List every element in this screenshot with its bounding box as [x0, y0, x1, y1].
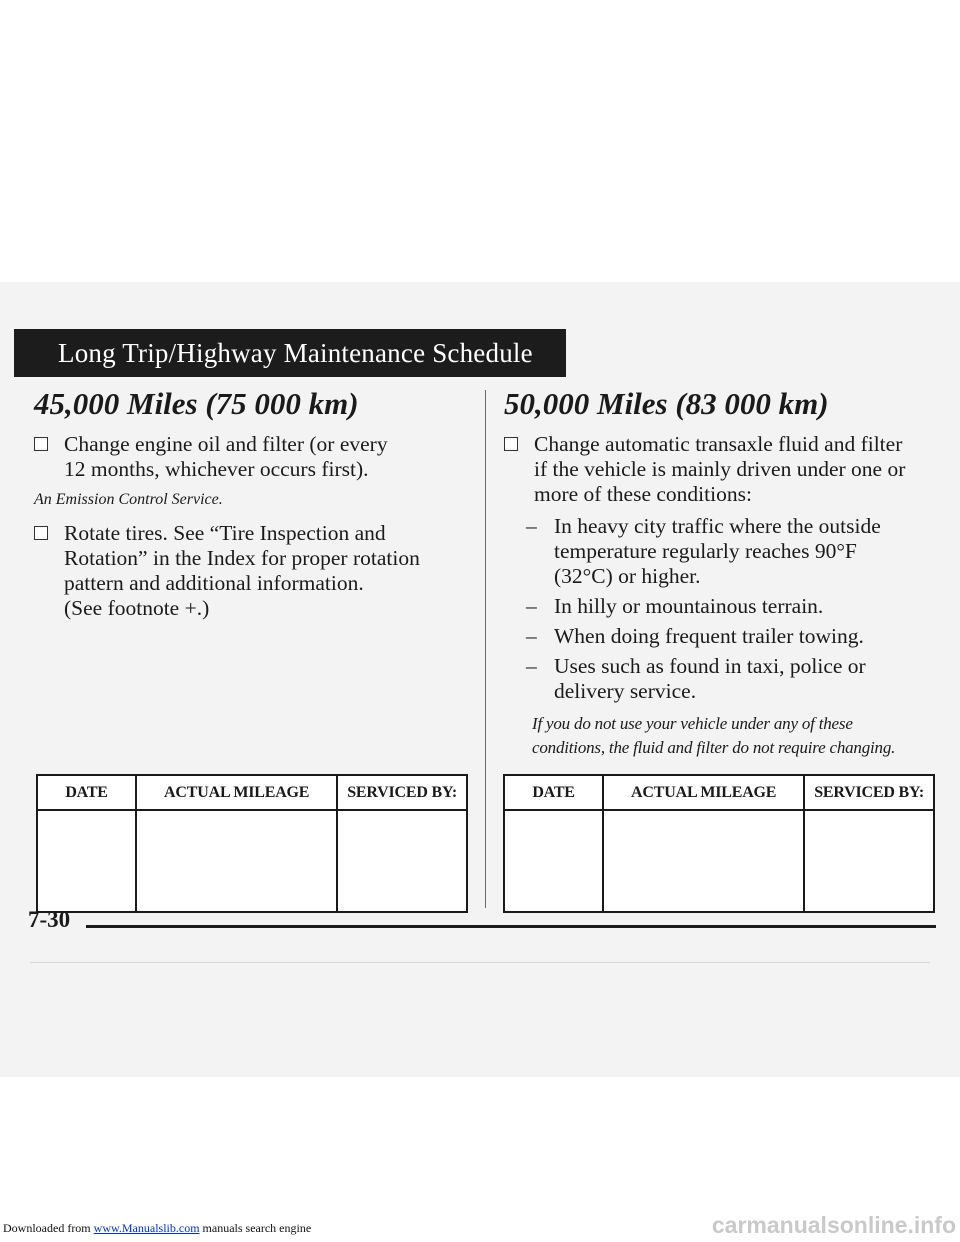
condition-line: temperature regularly reaches 90°F [554, 539, 857, 563]
faint-divider [30, 962, 930, 963]
download-prefix: Downloaded from [3, 1221, 94, 1235]
note-line: conditions, the fluid and filter do not require changing. [532, 738, 896, 757]
manualslib-link[interactable]: www.Manualslib.com [93, 1221, 200, 1235]
conditions-list [526, 514, 940, 704]
conditions-note [504, 712, 940, 760]
service-record-table-45000 [36, 774, 468, 913]
condition-line: delivery service. [554, 679, 697, 703]
mileage-cell[interactable] [136, 810, 337, 912]
item-line: if the vehicle is mainly driven under one or [534, 457, 906, 481]
table-row [37, 810, 467, 912]
column-header-serviced-by: SERVICED BY: [337, 775, 467, 810]
date-cell[interactable] [37, 810, 136, 912]
serviced-by-cell[interactable] [804, 810, 934, 912]
service-item-transaxle-fluid [504, 432, 940, 507]
checkbox-icon[interactable] [34, 437, 48, 451]
emission-control-note: An Emission Control Service. [34, 491, 223, 508]
item-line: pattern and additional information. [64, 571, 364, 595]
service-item-oil-change [34, 432, 474, 482]
mileage-cell[interactable] [603, 810, 804, 912]
condition-hilly-terrain [526, 594, 940, 619]
service-item-rotate-tires [34, 521, 474, 621]
condition-line: When doing frequent trailer towing. [554, 624, 864, 648]
column-header-date: DATE [37, 775, 136, 810]
table-header-row [37, 775, 467, 810]
section-heading-45000: 45,000 Miles (75 000 km) [34, 386, 359, 421]
column-divider [485, 390, 486, 908]
download-source-line [3, 1221, 311, 1236]
dash-bullet-icon: – [526, 654, 537, 678]
condition-trailer-towing [526, 624, 940, 649]
table-header-row [504, 775, 934, 810]
footer-rule [86, 925, 936, 928]
item-line: (See footnote +.) [64, 596, 210, 620]
site-watermark: carmanualsonline.info [711, 1212, 956, 1238]
column-header-date: DATE [504, 775, 603, 810]
service-checklist-50000 [504, 432, 940, 760]
condition-line: In heavy city traffic where the outside [554, 514, 881, 538]
column-header-actual-mileage: ACTUAL MILEAGE [603, 775, 804, 810]
item-line: Change engine oil and filter (or every [64, 432, 388, 456]
dash-bullet-icon: – [526, 594, 537, 618]
date-cell[interactable] [504, 810, 603, 912]
dash-bullet-icon: – [526, 514, 537, 538]
column-header-serviced-by: SERVICED BY: [804, 775, 934, 810]
checkbox-icon[interactable] [504, 437, 518, 451]
item-line: Change automatic transaxle fluid and filter [534, 432, 903, 456]
checkbox-icon[interactable] [34, 526, 48, 540]
condition-line: Uses such as found in taxi, police or [554, 654, 866, 678]
service-checklist-45000 [34, 432, 474, 621]
dash-bullet-icon: – [526, 624, 537, 648]
condition-line: (32°C) or higher. [554, 564, 701, 588]
service-record-table-50000 [503, 774, 935, 913]
item-line: Rotation” in the Index for proper rotation [64, 546, 420, 570]
note-line: If you do not use your vehicle under any of these [532, 714, 853, 733]
left-column-45000 [34, 384, 474, 621]
column-header-actual-mileage: ACTUAL MILEAGE [136, 775, 337, 810]
page-number: 7-30 [28, 907, 71, 932]
condition-line: In hilly or mountainous terrain. [554, 594, 824, 618]
section-heading-50000: 50,000 Miles (83 000 km) [504, 386, 829, 421]
download-suffix: manuals search engine [199, 1221, 312, 1235]
item-line: more of these conditions: [534, 482, 752, 506]
schedule-title: Long Trip/Highway Maintenance Schedule [58, 337, 533, 368]
right-column-50000 [504, 384, 940, 760]
schedule-header-bar [14, 329, 566, 377]
item-line: 12 months, whichever occurs first). [64, 457, 369, 481]
item-line: Rotate tires. See “Tire Inspection and [64, 521, 386, 545]
condition-heavy-traffic [526, 514, 940, 589]
table-row [504, 810, 934, 912]
condition-taxi-police [526, 654, 940, 704]
serviced-by-cell[interactable] [337, 810, 467, 912]
